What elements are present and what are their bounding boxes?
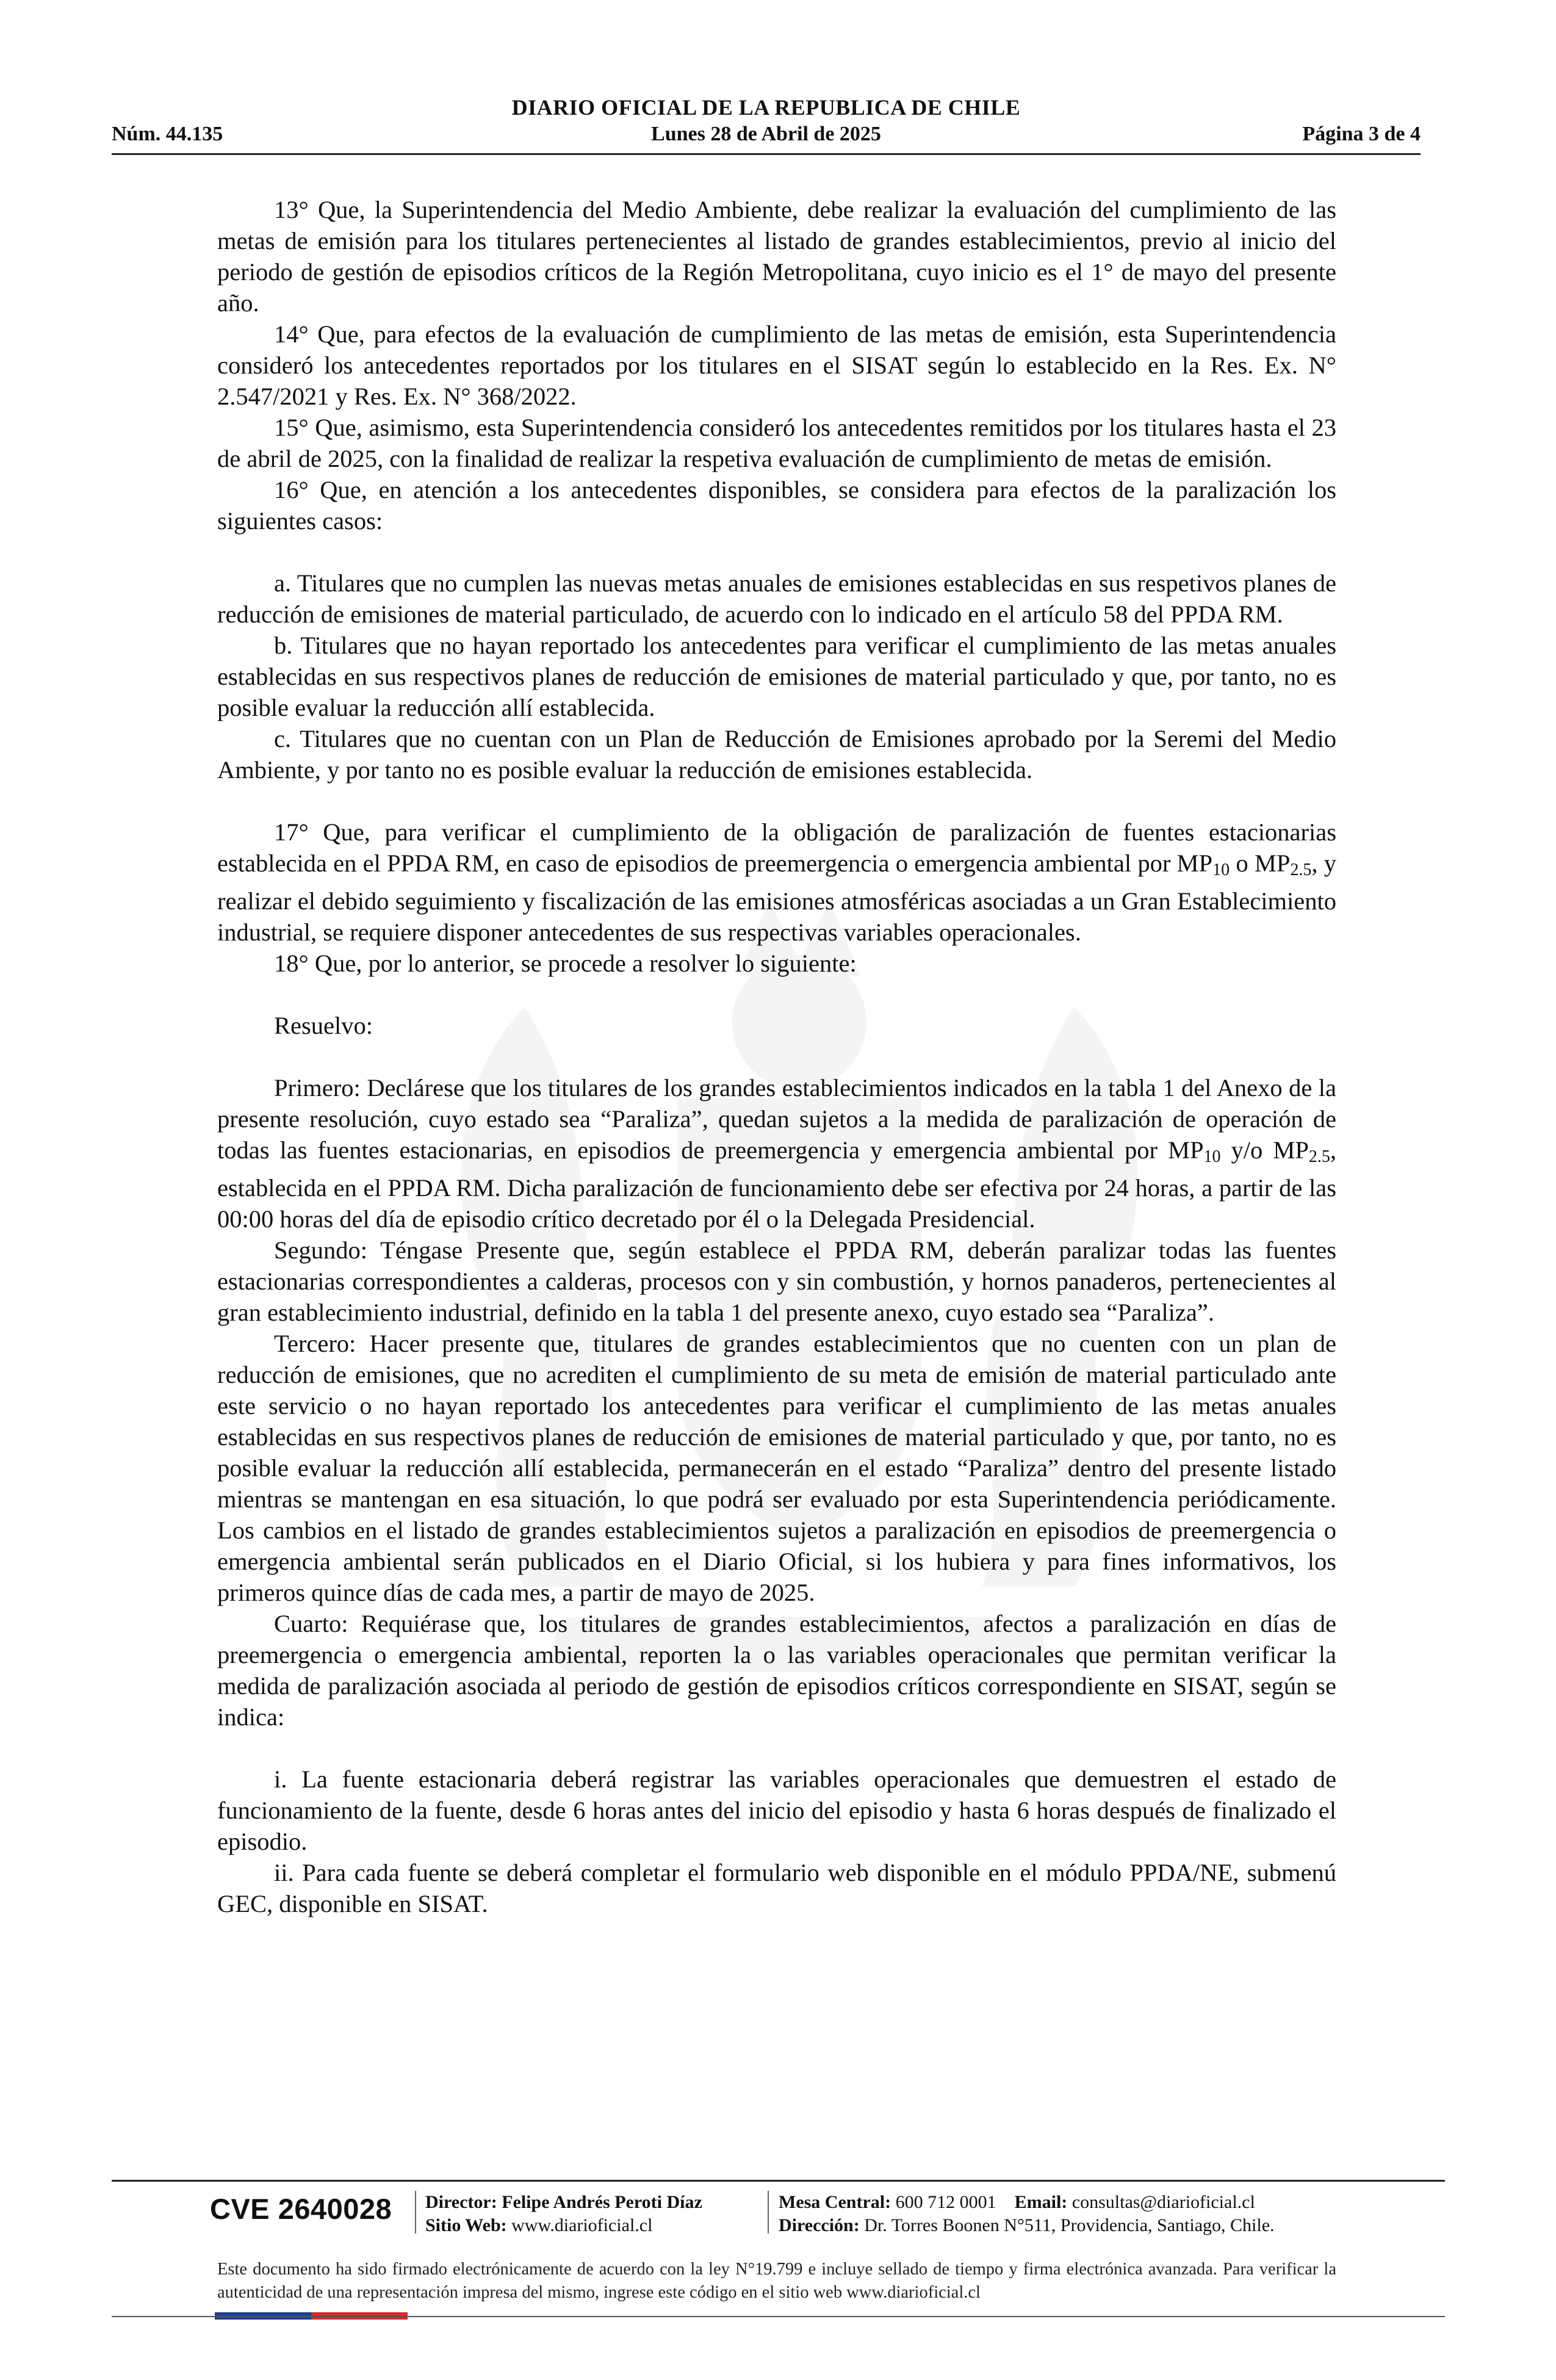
resolution-primero: Primero: Declárese que los titulares de los grandes establecimientos indicados en la tabla 1 del Anexo de la presente resolución, cuyo estado sea “Paraliza”, quedan sujetos a la medida de paralización de operación de todas las fuentes estacionarias, en episodios de preemergencia y emergencia ambiental por $MP_{10}$ y/o $MP_{2.5}$, establecida en el PPDA RM. Dicha paralización de funcionamiento debe ser efectiva por 24 horas, a partir de las 00:00 horas del día de episodio crítico decretado por él o la Delegada Presidencial. [217,1074,1336,1233]
case-item-a: a. Titulares que no cumplen las nuevas metas anuales de emisiones establecidas en sus respetivos planes de reducción de emisiones de material particulado, de acuerdo con lo indicado en el artículo 58 del PPDA RM. [217,569,1336,628]
subscript-2-5: 2.5 [1290,860,1312,879]
paragraph-17: 17° Que, para verificar el cumplimiento de la obligación de paralización de fuentes estacionarias establecida en el PPDA RM, en caso de episodios de preemergencia o emergencia ambiental por $MP_{10}$ o $MP_{2.5}$, y realizar el debido seguimiento y fiscalización de las emisiones atmosféricas asociadas a un Gran Establecimiento industrial, se requiere disponer antecedentes de sus respectivas variables operacionales. [217,818,1336,946]
document-body [217,194,1336,1919]
footer-separator [415,2191,416,2234]
footer-divider [112,2180,1445,2182]
paragraph-15: 15° Que, asimismo, esta Superintendencia consideró los antecedentes remitidos por los titulares hasta el 23 de abril de 2025, con la finalidad de realizar la respetiva evaluación de cumplimiento de metas de emisión. [217,414,1336,472]
issue-number: Núm. 44.135 [112,123,223,145]
email-link[interactable]: consultas@diarioficial.cl [1072,2192,1255,2212]
paragraph-13: 13° Que, la Superintendencia del Medio Ambiente, debe realizar la evaluación del cumplimiento de las metas de emisión para los titulares pertenecientes al listado de grandes establecimientos, previo al inicio del periodo de gestión de episodios críticos de la Región Metropolitana, cuyo inicio es el 1° de mayo del presente año. [217,196,1336,317]
resuelvo-heading: Resuelvo: [274,1012,373,1039]
director-name: Felipe Andrés Peroti Díaz [502,2192,702,2212]
legal-notice: Este documento ha sido firmado electrónicamente de acuerdo con la ley N°19.799 e incluye sellado de tiempo y firma electrónica avanzada. Para verificar la autenticidad de una representación impresa del mismo, ingrese este código en el sitio web www.diarioficial.cl [217,2260,1336,2302]
subscript-2-5: 2.5 [1308,1147,1330,1166]
footer-director-block: Director: Felipe Andrés Peroti Díaz Sitio Web: www.diarioficial.cl [425,2192,702,2235]
header-divider [112,153,1421,155]
page-header [112,95,1421,156]
issue-date: Lunes 28 de Abril de 2025 [651,123,881,145]
requirement-item-i: i. La fuente estacionaria deberá registrar las variables operacionales que demuestren el estado de funcionamiento de la fuente, desde 6 horas antes del inicio del episodio y hasta 6 horas después de finalizado el episodio. [217,1765,1336,1855]
subscript-10: 10 [1212,860,1230,879]
resolution-segundo: Segundo: Téngase Presente que, según establece el PPDA RM, deberán paralizar todas las fuentes estacionarias correspondientes a calderas, procesos con y sin combustión, y hornos panaderos, pertenecientes al gran establecimiento industrial, definido en la tabla 1 del presente anexo, cuyo estado sea “Paraliza”. [217,1236,1336,1326]
footer-bottom-divider [112,2316,1445,2317]
subscript-10: 10 [1203,1147,1221,1166]
resolution-tercero: Tercero: Hacer presente que, titulares de grandes establecimientos que no cuenten con un plan de reducción de emisiones, que no acrediten el cumplimiento de su meta de emisión de material particulado ante este servicio o no hayan reportado los antecedentes para verificar el cumplimiento de las metas anuales establecidas en sus respectivos planes de reducción de emisiones de material particulado y que, por tanto, no es posible evaluar la reducción allí establecida, permanecerán en el estado “Paraliza” dentro del presente listado mientras se mantengan en esa situación, lo que podrá ser evaluado por esta Superintendencia periódicamente. Los cambios en el listado de grandes establecimientos sujetos a paralización en episodios de preemergencia o emergencia ambiental serán publicados en el Diario Oficial, si los hubiera y para fines informativos, los primeros quince días de cada mes, a partir de mayo de 2025. [217,1330,1336,1606]
paragraph-14: 14° Que, para efectos de la evaluación de cumplimiento de las metas de emisión, esta Superintendencia consideró los antecedentes reportados por los titulares en el SISAT según lo establecido en la Res. Ex. N° 2.547/2021 y Res. Ex. N° 368/2022. [217,320,1336,410]
footer-separator [768,2191,769,2234]
publication-title: DIARIO OFICIAL DE LA REPUBLICA DE CHILE [511,95,1021,120]
header-row [112,123,1421,150]
case-item-b: b. Titulares que no hayan reportado los antecedentes para verificar el cumplimiento de las metas anuales establecidas en sus respectivos planes de reducción de emisiones de material particulado y que, por tanto, no es posible evaluar la reducción allí establecida. [217,632,1336,721]
paragraph-18: 18° Que, por lo anterior, se procede a resolver lo siguiente: [274,950,857,977]
page-indicator: Página 3 de 4 [1302,123,1421,145]
address: Dr. Torres Boonen N°511, Providencia, Santiago, Chile. [864,2215,1275,2235]
paragraph-16: 16° Que, en atención a los antecedentes disponibles, se considera para efectos de la paralización los siguientes casos: [217,476,1336,535]
requirement-item-ii: ii. Para cada fuente se deberá completar el formulario web disponible en el módulo PPDA/NE, submenú GEC, disponible en SISAT. [217,1859,1336,1917]
website-link[interactable]: www.diarioficial.cl [511,2215,653,2235]
cve-code: CVE 2640028 [210,2193,392,2225]
case-item-c: c. Titulares que no cuentan con un Plan de Reducción de Emisiones aprobado por la Seremi del Medio Ambiente, y por tanto no es posible evaluar la reducción de emisiones establecida. [217,725,1336,784]
footer-contact-block: Mesa Central: 600 712 0001 Email: consultas@diarioficial.cl Dirección: Dr. Torres Boonen N°511, Providencia, Santiago, Chile. [779,2192,1275,2235]
phone-number: 600 712 0001 [895,2192,996,2212]
resolution-cuarto: Cuarto: Requiérase que, los titulares de grandes establecimientos, afectos a paralización en días de preemergencia o emergencia ambiental, reporten la o las variables operacionales que permitan verificar la medida de paralización asociada al periodo de gestión de episodios críticos correspondiente en SISAT, según se indica: [217,1610,1336,1731]
